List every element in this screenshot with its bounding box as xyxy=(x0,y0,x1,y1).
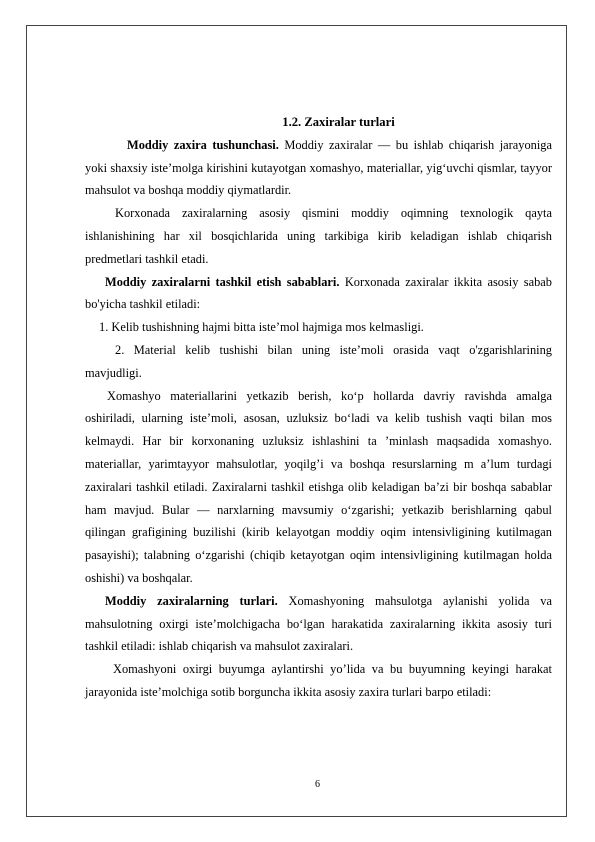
paragraph-supply: Xomashyo materiallarini yetkazib berish, ko‘p hollarda davriy ravishda amalga oshiriladi, ularning iste’moli, asosan, uzluksiz bo‘ladi va kelib tushish vaqti bilan mos kelmaydi. Har bir korxonaning uzluksiz ishlashini ta ’minlash maqsadida xomashyo. materiallar, yarimtayyor mahsulotlar, yoqilg’i va boshqa resurslarning m a’lum turdagi zaxiralari tashkil etiladi. Zaxiralarni tashkil etishga olib keladigan ba’zi bir boshqa sabablar ham mavjud. Bular — narxlarning mavsumiy o‘zgarishi; yetkazib berishlarning qabul qilingan grafigining buzilishi (kirib kelayotgan moddiy oqim intensivligining kutilmagan pasayishi); talabning o‘zgarishi (chiqib ketayotgan oqim intensivligining kutilmagan holda oshishi) va boshqalar. xyxy=(85,388,552,585)
paragraph-definition xyxy=(85,134,552,202)
paragraph-reasons xyxy=(85,271,552,317)
list-item-1: 1. Kelib tushishning hajmi bitta iste’mol hajmiga mos kelmasligi. xyxy=(99,320,424,335)
list-item-2: 2. Material kelib tushishi bilan uning iste’moli orasida vaqt o'zgarishlarining mavjudligi. xyxy=(85,342,552,380)
paragraph-text: Xomashyoning mahsulotga aylanishi yolida va mahsulotning oxirgi iste’molchigacha bo‘lgan harakatida zaxiralarning ikkita asosiy turi tashkil etiladi: ishlab chiqarish va mahsulot zaxiralari. xyxy=(85,593,552,654)
page-number: 6 xyxy=(315,779,320,790)
term-heading: Moddiy zaxira tushunchasi. xyxy=(127,137,279,152)
section-title: 1.2. Zaxiralar turlari xyxy=(282,115,395,129)
term-heading: Moddiy zaxiralarning turlari. xyxy=(105,593,278,608)
document-body xyxy=(85,111,552,704)
paragraph-types xyxy=(85,590,552,658)
paragraph-composition: Korxonada zaxiralarning asosiy qismini moddiy oqimning texnologik qayta ishlanishining har xil bosqichlarida uning tarkibiga kirib keladigan ishlab chiqarish predmetlari tashkil etadi. xyxy=(85,206,552,266)
paragraph-conversion: Xomashyoni oxirgi buyumga aylantirshi yo’lida va bu buyumning keyingi harakat jarayonida iste’molchiga sotib borguncha ikkita asosiy zaxira turlari barpo etiladi: xyxy=(85,662,552,699)
term-heading: Moddiy zaxiralarni tashkil etish sabablari. xyxy=(105,274,340,289)
paragraph-text: Moddiy zaxiralar — bu ishlab chiqarish jarayoniga yoki shaxsiy iste’molga kirishini kutayotgan xomashyo, materiallar, yig‘uvchi qismlar, tayyor mahsulot va boshqa moddiy qiymatlardir. xyxy=(85,137,552,198)
paragraph-text: Korxonada zaxiralar ikkita asosiy sabab bo'yicha tashkil etiladi: xyxy=(85,274,552,312)
